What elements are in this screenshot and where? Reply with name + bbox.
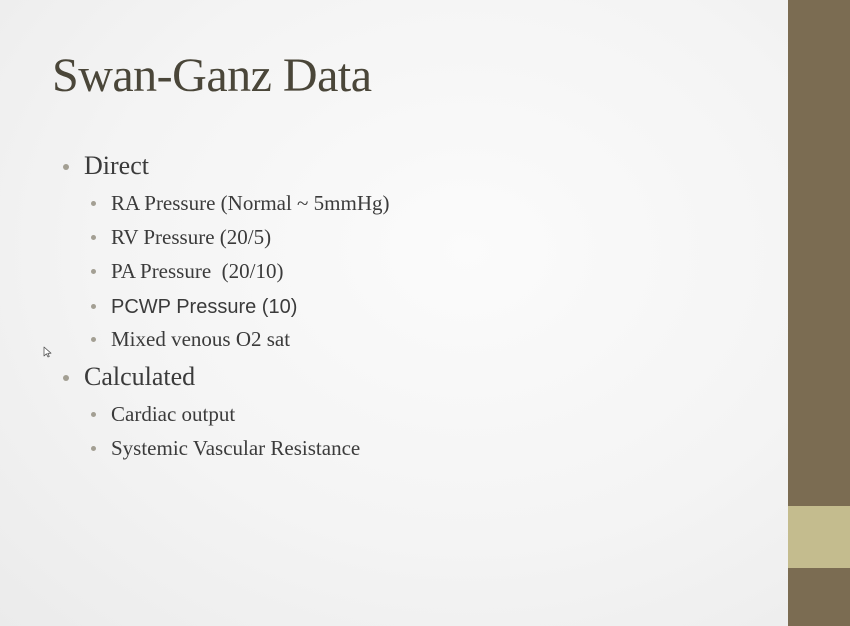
bullet-dot-icon: [91, 235, 96, 240]
list-item-text: Systemic Vascular Resistance: [111, 436, 361, 460]
sidebar-band-top: [788, 0, 850, 506]
pointer-arrow-icon: [43, 346, 52, 358]
decorative-sidebar: [788, 0, 850, 626]
list-item-text: PCWP Pressure (10): [111, 296, 298, 318]
list-item-text: Cardiac output: [111, 402, 236, 426]
section-label: Direct: [84, 151, 149, 180]
bullet-dot-icon: [91, 201, 96, 206]
sidebar-band-bottom: [788, 568, 850, 626]
bullet-dot-icon: [91, 446, 96, 451]
list-item-text: RV Pressure (20/5): [111, 225, 272, 249]
bullet-dot-icon: [91, 269, 96, 274]
bullet-dot-icon: [91, 337, 96, 342]
list-item-text: RA Pressure (Normal ~ 5mmHg): [111, 191, 390, 215]
list-item: [111, 293, 297, 320]
list-item-text: Mixed venous O2 sat: [111, 327, 291, 351]
slide-title: Swan-Ganz Data: [52, 49, 372, 102]
list-item: [111, 401, 235, 427]
list-item: [111, 258, 283, 284]
section-label: Calculated: [84, 362, 196, 391]
sidebar-band-accent: [788, 506, 850, 568]
list-item: [111, 435, 360, 461]
bullet-dot-icon: [91, 412, 96, 417]
bullet-dot-icon: [91, 304, 96, 309]
section-calculated: [84, 362, 195, 392]
bullet-dot-icon: [63, 164, 69, 170]
list-item: [111, 326, 290, 352]
list-item: [111, 190, 390, 216]
list-item-text: PA Pressure (20/10): [111, 259, 284, 283]
bullet-dot-icon: [63, 375, 69, 381]
list-item: [111, 224, 271, 250]
section-direct: [84, 151, 149, 181]
